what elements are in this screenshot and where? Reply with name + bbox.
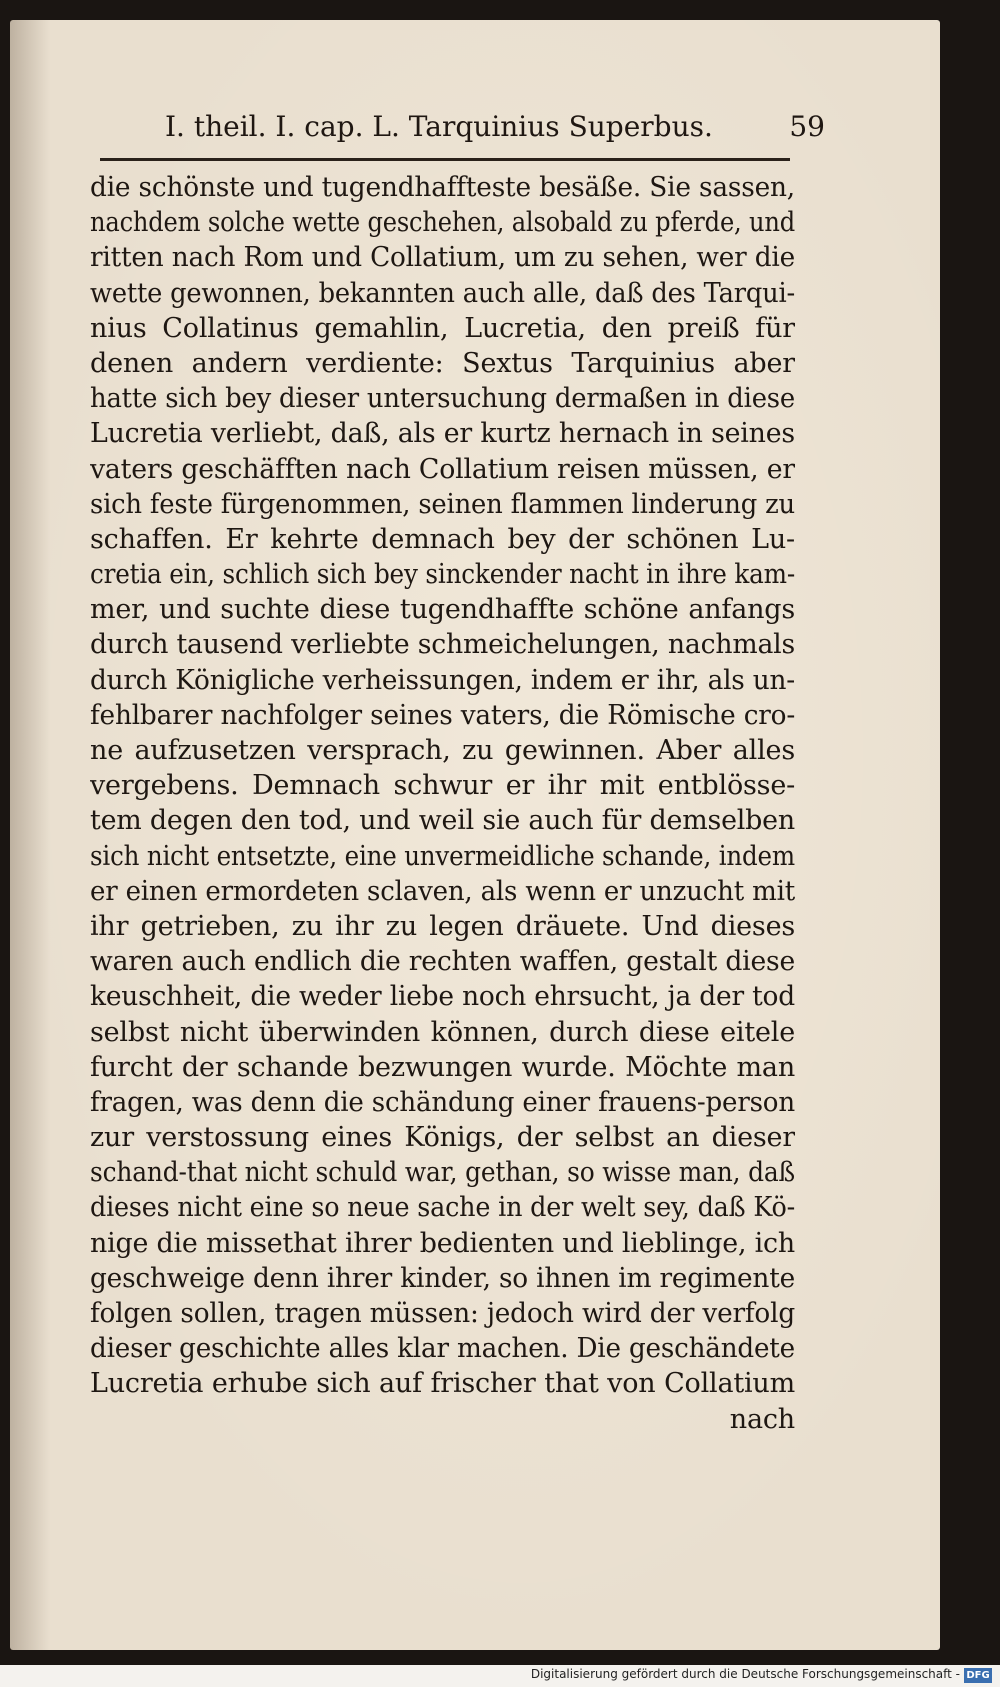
text-line: dieser geschichte alles klar machen. Die geschändete	[90, 1333, 795, 1365]
text-line: nachdem solche wette geschehen, alsobald zu pferde, und	[90, 207, 795, 239]
text-line: cretia ein, schlich sich bey sinckender nacht in ihre kam-	[90, 559, 795, 591]
text-line: wette gewonnen, bekannten auch alle, daß des Tarqui-	[90, 277, 795, 309]
running-head	[165, 110, 825, 150]
text-line: ne aufzusetzen versprach, zu gewinnen. Aber alles	[90, 735, 795, 766]
text-line: waren auch endlich die rechten waffen, gestalt diese	[90, 946, 795, 978]
text-line: mer, und suchte diese tugendhaffte schöne anfangs	[90, 594, 795, 626]
text-line: denen andern verdiente: Sextus Tarquinius aber	[90, 347, 795, 379]
text-line: fehlbarer nachfolger seines vaters, die Römische cro-	[90, 699, 795, 731]
text-line: furcht der schande bezwungen wurde. Möchte man	[90, 1051, 795, 1083]
dfg-logo-icon: DFG	[964, 1668, 992, 1683]
text-line: sich feste fürgenommen, seinen flammen linderung zu	[90, 488, 795, 520]
text-line: keuschheit, die weder liebe noch ehrsucht, ja der tod	[90, 981, 795, 1013]
gutter-shadow	[10, 20, 50, 1650]
text-line: Lucretia verliebt, daß, als er kurtz hernach in seines	[90, 418, 795, 450]
text-line: die schönste und tugendhaffteste besäße. Sie sassen,	[90, 172, 795, 203]
text-line: geschweige denn ihrer kinder, so ihnen im regimente	[90, 1262, 795, 1294]
text-line: Lucretia erhube sich auf frischer that von Collatium	[90, 1368, 795, 1400]
text-line: vergebens. Demnach schwur er ihr mit entblösse-	[90, 770, 795, 802]
text-line: tem degen den tod, und weil sie auch für demselben	[90, 805, 795, 837]
text-line: durch Königliche verheissungen, indem er ihr, als un-	[90, 664, 795, 696]
body-text	[90, 170, 795, 1437]
funding-note: Digitalisierung gefördert durch die Deutsche Forschungsgemeinschaft -	[530, 1667, 960, 1681]
text-line: dieses nicht eine so neue sache in der welt sey, daß Kö-	[90, 1192, 795, 1224]
text-line: fragen, was denn die schändung einer frauens-person	[90, 1086, 795, 1118]
text-line: vaters geschäfften nach Collatium reisen müssen, er	[90, 453, 795, 485]
text-line: ihr getrieben, zu ihr zu legen dräuete. Und dieses	[90, 910, 795, 942]
text-line: zur verstossung eines Königs, der selbst an dieser	[90, 1122, 795, 1154]
text-line: nige die missethat ihrer bedienten und lieblinge, ich	[90, 1227, 795, 1259]
text-line: schand-that nicht schuld war, gethan, so wisse man, daß	[90, 1157, 795, 1189]
text-line: selbst nicht überwinden können, durch diese eitele	[90, 1016, 795, 1048]
running-head-title: I. theil. I. cap. L. Tarquinius Superbus.	[165, 110, 713, 143]
footer-bar	[0, 1665, 1000, 1687]
page-number: 59	[789, 110, 825, 143]
text-line: durch tausend verliebte schmeichelungen, nachmals	[90, 629, 795, 661]
text-line: schaffen. Er kehrte demnach bey der schönen Lu-	[90, 523, 795, 555]
text-line: hatte sich bey dieser untersuchung dermaßen in diese	[90, 383, 795, 415]
text-line: ritten nach Rom und Collatium, um zu sehen, wer die	[90, 242, 795, 274]
text-line: er einen ermordeten sclaven, als wenn er unzucht mit	[90, 875, 795, 907]
header-rule	[100, 158, 790, 161]
text-line: folgen sollen, tragen müssen: jedoch wird der verfolg	[90, 1298, 795, 1329]
text-line: sich nicht entsetzte, eine unvermeidliche schande, indem	[90, 840, 795, 872]
text-line: nach	[729, 1403, 795, 1435]
text-line: nius Collatinus gemahlin, Lucretia, den preiß für	[90, 312, 795, 344]
